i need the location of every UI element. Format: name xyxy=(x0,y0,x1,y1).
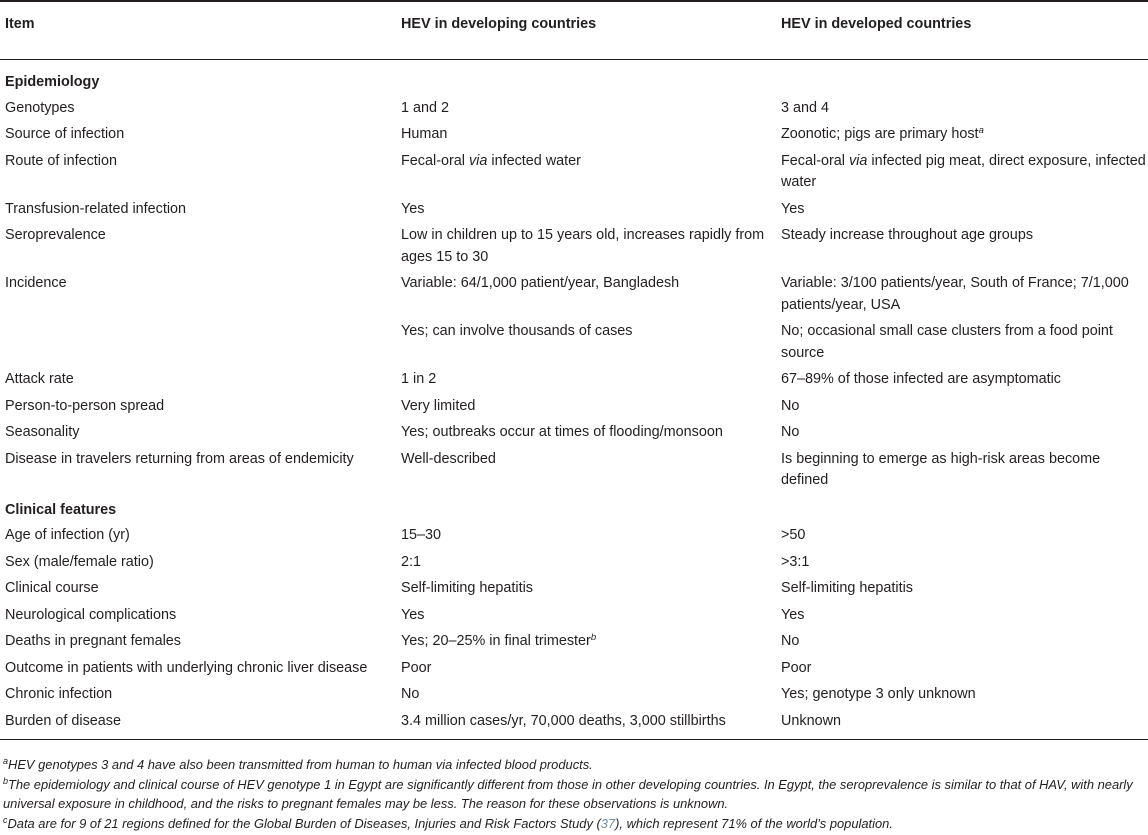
row-developing: 2:1 xyxy=(401,553,422,570)
cell-text-italic: via xyxy=(848,152,868,169)
row-developed: Variable: 3/100 patients/year, South of France; 7/1,000 patients/year, USA xyxy=(781,275,1129,313)
table-row xyxy=(0,631,1148,658)
footnote xyxy=(3,814,1146,834)
row-developing: Yes; can involve thousands of cases xyxy=(401,323,633,339)
footnote-text: ), which represent 71% of the world’s population. xyxy=(615,815,893,831)
row-item: Seroprevalence xyxy=(5,227,106,243)
footnote-text: HEV genotypes 3 and 4 have also been transmitted from human to human via infected blood products. xyxy=(8,757,593,772)
table-footnotes xyxy=(3,755,1146,833)
footnote-marker: b xyxy=(590,632,597,643)
row-developed: >50 xyxy=(781,527,806,543)
row-developed: 67–89% of those infected are asymptomatic xyxy=(781,371,1061,387)
table-row xyxy=(0,422,1148,449)
row-item: Attack rate xyxy=(5,371,74,387)
row-developing: Low in children up to 15 years old, increases rapidly from ages 15 to 30 xyxy=(401,227,765,265)
header-developed: HEV in developed countries xyxy=(776,1,1148,60)
row-developed: Steady increase throughout age groups xyxy=(781,227,1034,243)
row-developed: Yes xyxy=(781,200,805,217)
table-row xyxy=(0,711,1148,740)
row-developed: No xyxy=(781,633,800,649)
table-row xyxy=(0,225,1148,273)
section-row xyxy=(0,60,1148,98)
row-developing: Well-described xyxy=(401,450,496,467)
row-developed: Yes xyxy=(781,606,805,623)
row-developed: 3 and 4 xyxy=(781,99,830,116)
table-row xyxy=(0,684,1148,711)
table-row xyxy=(0,151,1148,199)
row-developed: No; occasional small case clusters from a food point source xyxy=(781,323,1113,361)
table-row xyxy=(0,449,1148,497)
row-item: Transfusion-related infection xyxy=(5,200,187,217)
table-header-row xyxy=(0,1,1148,60)
table-row xyxy=(0,369,1148,396)
row-item: Chronic infection xyxy=(5,686,113,702)
footnote-marker: a xyxy=(978,125,984,136)
row-developed: Poor xyxy=(781,659,812,676)
footnote xyxy=(3,775,1146,814)
row-developing: Very limited xyxy=(401,397,476,414)
row-developing xyxy=(396,631,776,658)
row-developing: Poor xyxy=(401,659,432,676)
row-item xyxy=(0,321,396,369)
row-item: Deaths in pregnant females xyxy=(5,633,181,649)
row-item: Person-to-person spread xyxy=(5,397,165,414)
row-developed: Self-limiting hepatitis xyxy=(781,580,913,596)
footnote-marker: b xyxy=(3,775,9,786)
footnote-marker: a xyxy=(3,756,9,766)
row-developing: Yes; outbreaks occur at times of flooding/monsoon xyxy=(401,424,723,440)
table-row xyxy=(0,273,1148,321)
cell-text: Fecal-oral xyxy=(781,152,849,169)
row-item: Source of infection xyxy=(5,126,125,142)
row-developing xyxy=(396,151,776,199)
cell-text-italic: via xyxy=(468,152,488,169)
table-row xyxy=(0,525,1148,552)
row-developing: 15–30 xyxy=(401,527,442,543)
row-item: Neurological complications xyxy=(5,606,177,623)
table-row xyxy=(0,124,1148,151)
row-developing: No xyxy=(401,686,420,702)
footnote-text: Data are for 9 of 21 regions defined for the Global Burden of Diseases, Injuries and Risk Factors Study ( xyxy=(7,815,601,831)
row-item: Seasonality xyxy=(5,424,80,440)
row-item: Burden of disease xyxy=(0,711,396,740)
row-developing: Yes xyxy=(401,606,425,623)
row-item: Sex (male/female ratio) xyxy=(5,553,154,570)
cell-text: Fecal-oral xyxy=(401,152,469,169)
table-row xyxy=(0,98,1148,125)
table-row xyxy=(0,199,1148,226)
row-developed xyxy=(776,151,1148,199)
section-row xyxy=(0,497,1148,526)
row-developed: No xyxy=(781,397,800,414)
reference-link[interactable]: 37 xyxy=(600,815,616,831)
row-item: Age of infection (yr) xyxy=(5,527,130,543)
row-developed: No xyxy=(781,424,800,440)
row-item: Genotypes xyxy=(5,99,75,116)
row-item: Disease in travelers returning from areas of endemicity xyxy=(5,450,354,467)
header-item: Item xyxy=(0,1,396,60)
header-developing: HEV in developing countries xyxy=(396,1,776,60)
row-developing: Human xyxy=(401,126,448,142)
row-developing: 1 in 2 xyxy=(401,371,437,387)
row-developed: Yes; genotype 3 only unknown xyxy=(781,686,976,702)
table-row xyxy=(0,396,1148,423)
table-row xyxy=(0,578,1148,605)
cell-text: infected water xyxy=(487,152,581,169)
row-developed: >3:1 xyxy=(781,553,810,570)
row-developed: Is beginning to emerge as high-risk areas become defined xyxy=(781,450,1101,488)
table-row xyxy=(0,605,1148,632)
row-item: Clinical course xyxy=(5,580,99,596)
footnote xyxy=(3,755,1146,775)
row-developing: Self-limiting hepatitis xyxy=(401,580,533,596)
row-developed: Unknown xyxy=(776,711,1148,740)
table-row xyxy=(0,552,1148,579)
footnote-marker: c xyxy=(3,814,8,825)
row-developing: Variable: 64/1,000 patient/year, Bangladesh xyxy=(401,275,680,291)
cell-text: Zoonotic; pigs are primary host xyxy=(781,126,979,142)
row-item: Route of infection xyxy=(5,152,117,169)
row-item: Outcome in patients with underlying chronic liver disease xyxy=(5,659,368,676)
table-row xyxy=(0,658,1148,685)
table-row xyxy=(0,321,1148,369)
cell-text: Yes; 20–25% in final trimester xyxy=(401,633,591,649)
row-developing: 3.4 million cases/yr, 70,000 deaths, 3,000 stillbirths xyxy=(396,711,776,740)
cell-text: infected pig meat, direct exposure, infected water xyxy=(781,152,1146,190)
row-developed xyxy=(776,124,1148,151)
row-developing: 1 and 2 xyxy=(401,99,450,116)
row-developing: Yes xyxy=(401,200,425,217)
section-title: Clinical features xyxy=(5,501,117,518)
row-item: Incidence xyxy=(5,275,67,291)
section-title: Epidemiology xyxy=(5,74,100,90)
footnote-text: The epidemiology and clinical course of HEV genotype 1 in Egypt are significantly different from those in other developing countries. In Egypt, the seroprevalence is similar to that of HAV, with nearly universal exposure in childhood, and the risks to pregnant females may be less. The reason for these observations is unknown. xyxy=(3,776,1133,811)
